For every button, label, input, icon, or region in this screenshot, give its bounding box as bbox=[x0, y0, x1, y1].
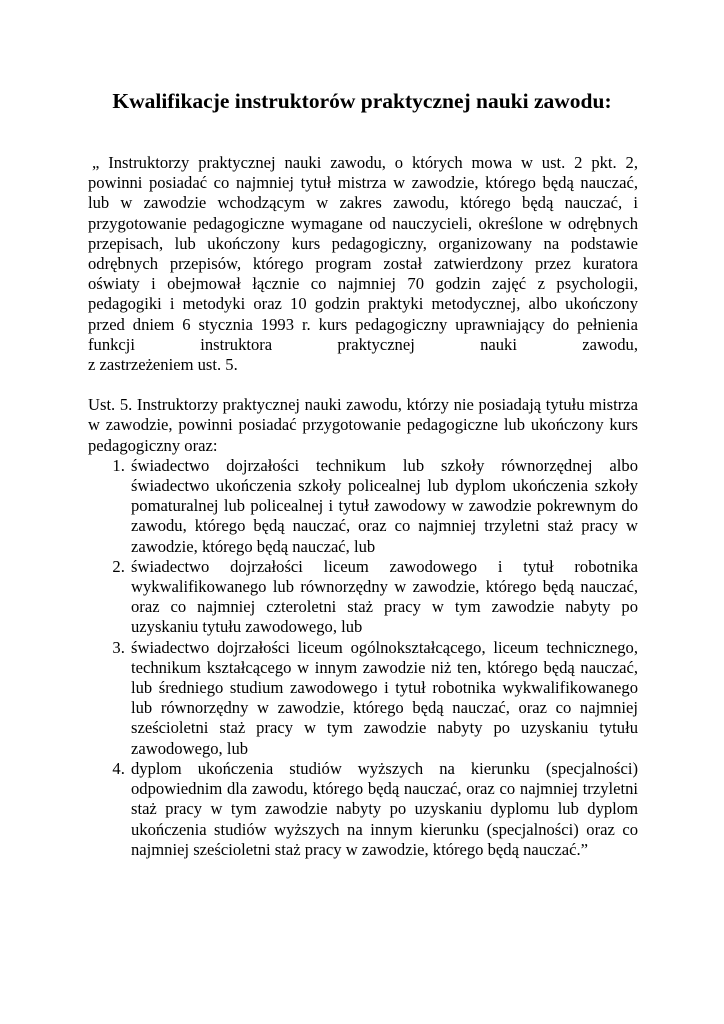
list-item: 3. świadectwo dojrzałości liceum ogólnokształcącego, liceum technicznego, technikum kształcącego w innym zawodzie niż ten, którego będą nauczać, lub średniego studium zawodowego i tytuł robotnika wykwalifikowanego lub równorzędny w zawodzie, którego będą nauczać, oraz co najmniej sześcioletni staż pracy w tym zawodzie nabyty po uzyskaniu tytułu zawodowego, lub bbox=[129, 638, 638, 759]
document-body bbox=[88, 153, 638, 860]
list-item: 1. świadectwo dojrzałości technikum lub szkoły równorzędnej albo świadectwo ukończenia szkoły policealnej lub dyplom ukończenia szkoły pomaturalnej lub policealnej i tytuł zawodowy w zawodzie pokrewnym do zawodu, którego będą nauczać, oraz co najmniej trzyletni staż pracy w zawodzie, którego będą nauczać, lub bbox=[129, 456, 638, 557]
paragraph-ust5-intro: Ust. 5. Instruktorzy praktycznej nauki zawodu, którzy nie posiadają tytułu mistrza w zawodzie, powinni posiadać przygotowanie pedagogiczne lub ukończony kurs pedagogiczny oraz: bbox=[88, 395, 638, 455]
ust5-requirements-list bbox=[88, 456, 638, 860]
paragraph-qualifications-main: „ Instruktorzy praktycznej nauki zawodu, o których mowa w ust. 2 pkt. 2, powinni posiadać co najmniej tytuł mistrza w zawodzie, którego będą nauczać, lub w zawodzie wchodzącym w zakres zawodu, którego będą nauczać, i przygotowanie pedagogiczne wymagane od nauczycieli, określone w odrębnych przepisach, lub ukończony kurs pedagogiczny, organizowany na podstawie odrębnych przepisów, którego program został zatwierdzony przez kuratora oświaty i obejmował łącznie co najmniej 70 godzin zajęć z psychologii, pedagogiki i metodyki oraz 10 godzin praktyki metodycznej, albo ukończony przed dniem 6 stycznia 1993 r. kurs pedagogiczny uprawniający do pełnienia funkcji instruktora praktycznej nauki zawodu, bbox=[88, 153, 638, 354]
list-item: 4. dyplom ukończenia studiów wyższych na kierunku (specjalności) odpowiednim dla zawodu, którego będą nauczać, oraz co najmniej trzyletni staż pracy w tym zawodzie nabyty po uzyskaniu dyplomu lub dyplom ukończenia studiów wyższych na innym kierunku (specjalności) oraz co najmniej sześcioletni staż pracy w zawodzie, którego będą nauczać.” bbox=[129, 759, 638, 860]
paragraph-qualifications-tail: z zastrzeżeniem ust. 5. bbox=[88, 355, 238, 375]
list-item: 2. świadectwo dojrzałości liceum zawodowego i tytuł robotnika wykwalifikowanego lub równorzędny w zawodzie, którego będą nauczać, oraz co najmniej czteroletni staż pracy w tym zawodzie nabyty po uzyskaniu tytułu zawodowego, lub bbox=[129, 557, 638, 638]
document-title: Kwalifikacje instruktorów praktycznej nauki zawodu: bbox=[112, 89, 612, 113]
paragraph-spacer bbox=[88, 375, 638, 395]
